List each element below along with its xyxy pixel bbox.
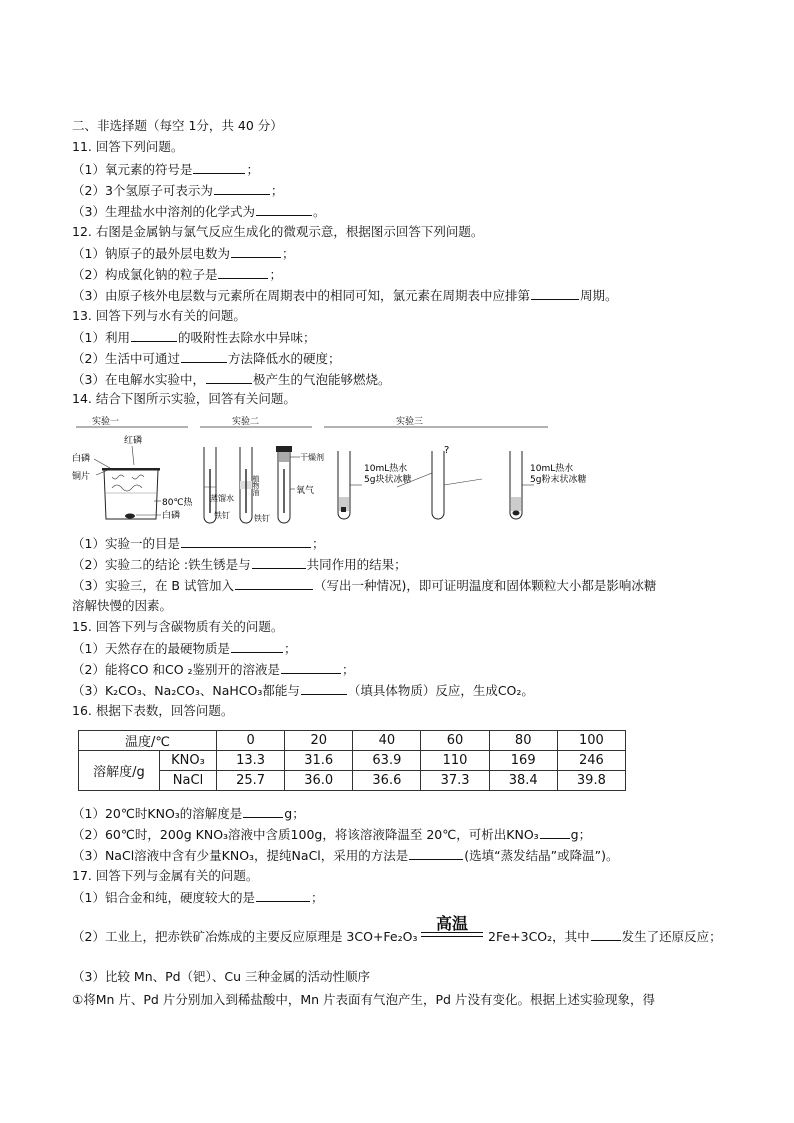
answer-blank[interactable] bbox=[591, 927, 621, 941]
q15-title: 15. 回答下列与含碳物质有关的问题。 bbox=[72, 619, 284, 634]
nacl-cell: 37.3 bbox=[421, 771, 489, 791]
kno3-cell: 13.3 bbox=[217, 751, 285, 771]
q12-part3: （3）由原子核外电层数与元素所在周期表中的相同可知，氯元素在周期表中应排第 周期。 bbox=[72, 288, 618, 303]
kno3-cell: 169 bbox=[489, 751, 557, 771]
svg-text:?: ? bbox=[444, 445, 450, 456]
q16-part1: （1）20℃时KNO₃的溶解度是 g； bbox=[72, 806, 305, 821]
kno3-cell: 31.6 bbox=[285, 751, 353, 771]
reaction-condition: 高温 bbox=[435, 914, 468, 933]
answer-blank[interactable] bbox=[409, 846, 463, 860]
tube-a-label: 10mL热水 5g块状冰糖 bbox=[364, 464, 412, 485]
q14-title: 14. 结合下图所示实验，回答有关问题。 bbox=[72, 391, 296, 406]
q15-part2: （2）能将CO 和CO ₂鉴别开的溶液是 ； bbox=[72, 662, 355, 677]
answer-blank[interactable] bbox=[231, 244, 281, 258]
q11-part2: （2）3个氢原子可表示为 ； bbox=[72, 183, 284, 198]
svg-text:蒸馏水: 蒸馏水 bbox=[210, 494, 234, 503]
q11-part3: （3）生理盐水中溶剂的化学式为 。 bbox=[72, 204, 326, 219]
nacl-cell: 36.0 bbox=[285, 771, 353, 791]
answer-blank[interactable] bbox=[235, 576, 313, 590]
answer-blank[interactable] bbox=[131, 328, 177, 342]
temp-cell: 0 bbox=[217, 731, 285, 751]
nacl-cell: 38.4 bbox=[489, 771, 557, 791]
answer-blank[interactable] bbox=[181, 534, 311, 548]
exp3-label: 实验三 bbox=[396, 417, 424, 427]
kno3-label: KNO₃ bbox=[160, 751, 217, 771]
sugar-dissolve-tubes bbox=[338, 445, 586, 519]
q13-part1: （1）利用 的吸附性去除水中异味； bbox=[72, 330, 316, 345]
exp2-label: 实验二 bbox=[232, 417, 260, 427]
q11-part1: （1）氧元素的符号是 ； bbox=[72, 162, 259, 177]
answer-blank[interactable] bbox=[252, 555, 306, 569]
exam-page: 二、非选择题（每空 1分，共 40 分） 11. 回答下列问题。 （1）氧元素的符号是 ； （2）3个氢原子可表示为 ； （3）生理盐水中溶剂的化学式为 。 12. 右图是金属钠与氯气反应生成化的微观示意，根据图示回答下列问题。 （1）钠原子的最外层电数为 ； （2）构成氯化钠的粒子是 ； （3）由原子核外电层数与元素所在周期表中的相同可知，氯元素在周期表中应排第 周期。 13. 回答下列与水有关的问题。 （1）利用 的吸附性去除水中异味； （2）生活中可通过 方法降低水的硬度； （3）在电解水实验中， 极产生的气泡能够燃烧。 14. 结合下图所示实验，回答有关问题。 实验一 实验二 实验三 红磷 白磷 铜片 80℃热 白磷 蒸馏水 铁钉 植物油 铁钉 干燥剂 氧气 10mL热水 5g块状冰糖 ? 10mL热水 5g粉末状冰糖 （1）实验一的目是 ； （2）实验二的结论 :铁生锈是与 共同作用的结果； （3）实验三，在 B 试管加入 （写出一种情况)，即可证明温度和固体颗粒大小都是影响冰糖 溶解快慢的因素。 15. 回答下列与含碳物质有关的问题。 （1）天然存在的最硬物质是 ； （2）能将CO 和CO ₂鉴别开的溶液是 ； （3）K₂CO₃、Na₂CO₃、NaHCO₃都能与 （填具体物质）反应，生成CO₂。 16. 根据下表数，回答问题。 温度/℃ 0 20 40 60 80 100 溶解度/g KNO₃ 13.3 31.6 63.9 110 169 246 NaCl 25.7 36.0 36.6 37.3 38.4 39.8 （1）20℃时KNO₃的溶解度是 g； （2）60℃时，200g KNO₃溶液中含质100g，将该溶液降温至 20℃，可析出KNO₃ g； （3）NaCl溶液中含有少量KNO₃，提纯NaCl，采用的方法是 (选填“蒸发结晶”或降温”)。 17. 回答下列与金属有关的问题。 （1）铝合金和纯，硬度较大的是 ； （2）工业上，把赤铁矿冶炼成的主要反应原理是 3CO+Fe₂O₃ 高温 2Fe+3CO₂，其中 发生了还原反应； （3）比较 Mn、Pd（钯）、Cu 三种金属的活动性顺序 ①将Mn 片、Pd 片分别加入到稀盐酸中，Mn 片表面有气泡产生，Pd 片没有变化。根据上述实验现象，得 bbox=[72, 118, 722, 1007]
temp-cell: 80 bbox=[489, 731, 557, 751]
solubility-table bbox=[78, 730, 626, 791]
temp-cell: 60 bbox=[421, 731, 489, 751]
answer-blank[interactable] bbox=[181, 349, 227, 363]
kno3-cell: 63.9 bbox=[353, 751, 421, 771]
answer-blank[interactable] bbox=[540, 825, 570, 839]
svg-text:铁钉: 铁钉 bbox=[254, 514, 270, 523]
q16-part2: （2）60℃时，200g KNO₃溶液中含质100g，将该溶液降温至 20℃，可析出KNO₃ g； bbox=[72, 827, 592, 842]
q11-title: 11. 回答下列问题。 bbox=[72, 139, 184, 154]
q13-part2: （2）生活中可通过 方法降低水的硬度； bbox=[72, 351, 341, 366]
exp1-label: 实验一 bbox=[92, 417, 120, 427]
beaker-apparatus bbox=[72, 434, 194, 521]
temp-cell: 40 bbox=[353, 731, 421, 751]
temp-header: 温度/℃ bbox=[79, 731, 217, 751]
q13-title: 13. 回答下列与水有关的问题。 bbox=[72, 308, 246, 323]
rust-test-tubes bbox=[204, 446, 324, 523]
q17-part3: （3）比较 Mn、Pd（钯）、Cu 三种金属的活动性顺序 bbox=[72, 969, 370, 984]
svg-text:80℃热: 80℃热 bbox=[162, 498, 193, 508]
answer-blank[interactable] bbox=[301, 681, 347, 695]
answer-blank[interactable] bbox=[218, 265, 268, 279]
q14-part2: （2）实验二的结论 :铁生锈是与 共同作用的结果； bbox=[72, 557, 407, 572]
answer-blank[interactable] bbox=[214, 181, 270, 195]
svg-text:氧气: 氧气 bbox=[296, 486, 315, 496]
solubility-label: 溶解度/g bbox=[79, 751, 160, 791]
svg-text:白磷: 白磷 bbox=[162, 511, 181, 521]
q14-part1: （1）实验一的目是 ； bbox=[72, 536, 325, 551]
answer-blank[interactable] bbox=[193, 160, 245, 174]
temp-cell: 20 bbox=[285, 731, 353, 751]
q12-part2: （2）构成氯化钠的粒子是 ； bbox=[72, 267, 282, 282]
nacl-cell: 36.6 bbox=[353, 771, 421, 791]
nacl-cell: 39.8 bbox=[557, 771, 625, 791]
q17-title: 17. 回答下列与金属有关的问题。 bbox=[72, 868, 259, 883]
section-title: 二、非选择题（每空 1分，共 40 分） bbox=[72, 118, 283, 133]
q17-part1: （1）铝合金和纯，硬度较大的是 ； bbox=[72, 890, 324, 905]
q12-part1: （1）钠原子的最外层电数为 ； bbox=[72, 246, 295, 261]
answer-blank[interactable] bbox=[206, 370, 252, 384]
temp-cell: 100 bbox=[557, 731, 625, 751]
q14-part3-cont: 溶解快慢的因素。 bbox=[72, 598, 173, 613]
table-row bbox=[79, 751, 626, 771]
q13-part3: （3）在电解水实验中， 极产生的气泡能够燃烧。 bbox=[72, 372, 391, 387]
svg-text:干燥剂: 干燥剂 bbox=[300, 453, 324, 462]
answer-blank[interactable] bbox=[531, 286, 579, 300]
nacl-cell: 25.7 bbox=[217, 771, 285, 791]
svg-text:铁钉: 铁钉 bbox=[214, 511, 230, 520]
q16-title: 16. 根据下表数，回答问题。 bbox=[72, 703, 234, 718]
q16-part3: （3）NaCl溶液中含有少量KNO₃，提纯NaCl，采用的方法是 (选填“蒸发结晶”或降温”)。 bbox=[72, 848, 619, 863]
answer-blank[interactable] bbox=[281, 660, 341, 674]
table-row bbox=[79, 771, 626, 791]
q12-title: 12. 右图是金属钠与氯气反应生成化的微观示意，根据图示回答下列问题。 bbox=[72, 224, 484, 239]
svg-text:红磷: 红磷 bbox=[124, 436, 143, 446]
experiment-figure bbox=[72, 413, 587, 531]
tube-c-label: 10mL热水 5g粉末状冰糖 bbox=[530, 464, 587, 485]
svg-text:白磷: 白磷 bbox=[72, 454, 91, 464]
kno3-cell: 110 bbox=[421, 751, 489, 771]
answer-blank[interactable] bbox=[256, 202, 312, 216]
answer-blank[interactable] bbox=[231, 639, 283, 653]
answer-blank[interactable] bbox=[243, 804, 283, 818]
kno3-cell: 246 bbox=[557, 751, 625, 771]
answer-blank[interactable] bbox=[256, 888, 310, 902]
q15-part3: （3）K₂CO₃、Na₂CO₃、NaHCO₃都能与 （填具体物质）反应，生成CO₂。 bbox=[72, 683, 534, 698]
svg-text:植物油: 植物油 bbox=[252, 475, 260, 496]
nacl-label: NaCl bbox=[160, 771, 217, 791]
table-row bbox=[79, 731, 626, 751]
svg-text:铜片: 铜片 bbox=[72, 472, 91, 482]
q14-part3: （3）实验三，在 B 试管加入 （写出一种情况)，即可证明温度和固体颗粒大小都是影响冰糖 bbox=[72, 578, 657, 593]
q15-part1: （1）天然存在的最硬物质是 ； bbox=[72, 641, 297, 656]
reaction-arrow bbox=[421, 932, 483, 937]
q17-part3-1: ①将Mn 片、Pd 片分别加入到稀盐酸中，Mn 片表面有气泡产生，Pd 片没有变化。根据上述实验现象，得 bbox=[72, 992, 655, 1007]
